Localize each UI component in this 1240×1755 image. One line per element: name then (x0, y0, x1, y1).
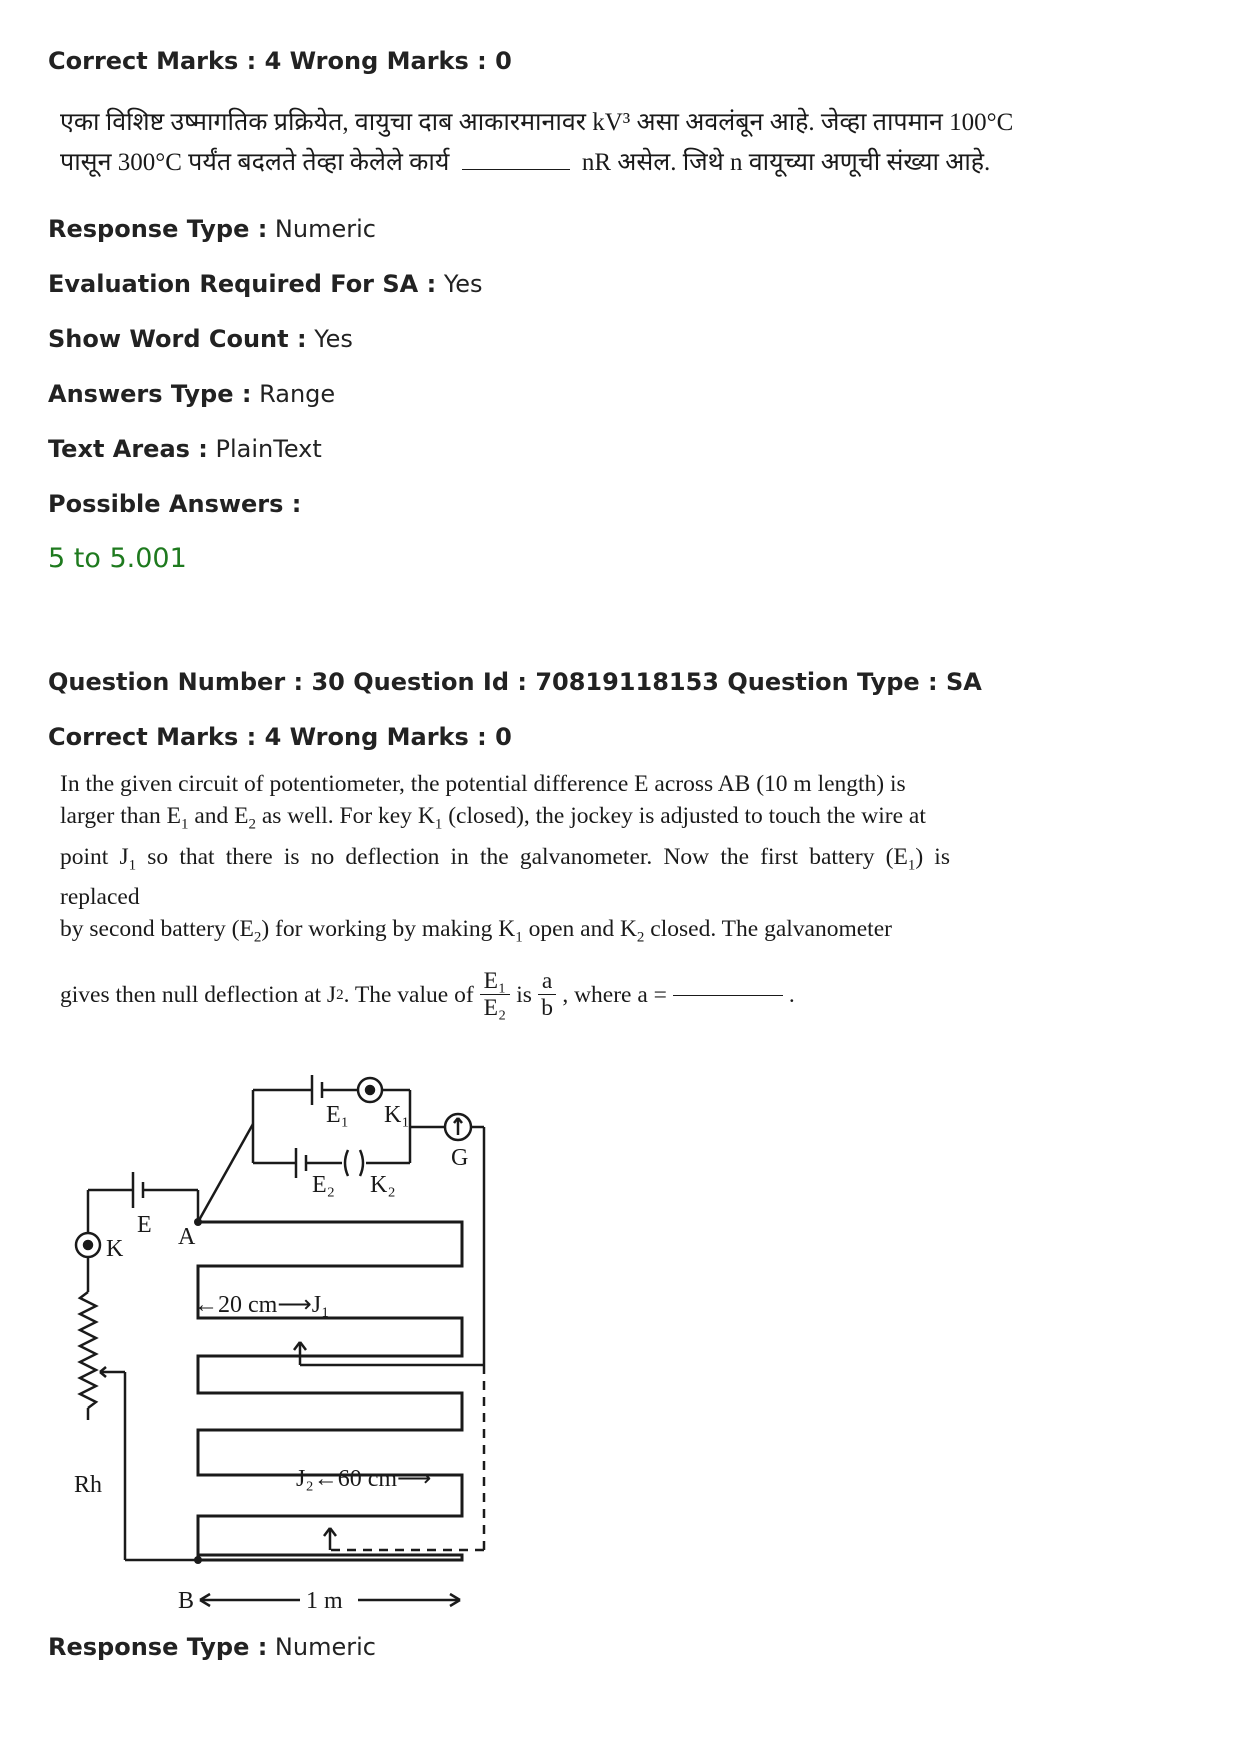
marks-label-q30: Correct Marks : 4 Wrong Marks : 0 (48, 723, 512, 751)
q30-line-4: by second battery $(E_2)$ for working by making $K_1$ open and $K_2$ closed. The galvanometer (60, 916, 892, 947)
label-j2-measure: J₂←60 cm⟶ (296, 1466, 432, 1492)
question-line-1: एका विशिष्ट उष्मागतिक प्रक्रियेत, वायुचा दाब आकारमानावर kV³ असा अवलंबून आहे. जेव्हा तापमान 100°C (60, 109, 1014, 136)
q30-line-2: larger than $E_1$ and $E_2$ as well. For key $K_1$ (closed), the jockey is adjusted to touch the wire at (60, 803, 926, 833)
possible-answer-value: 5 to 5.001 (48, 543, 187, 574)
question-text-q30 (60, 768, 950, 1021)
field-response-type-q30: Response Type : Numeric (48, 1633, 376, 1661)
label-k1: K₁ (384, 1102, 410, 1128)
label-e: E (137, 1212, 152, 1238)
question-line-2a: पासून 300°C पर्यंत बदलते तेव्हा केलेले कार्य (60, 149, 450, 176)
field-text-areas: Text Areas : PlainText (48, 435, 322, 463)
label-a: A (178, 1224, 196, 1250)
q30-line-5: gives then null deflection at J 2 . The value of $\frac{\text{E₁}}{\text{E₂}}$ is $\frac{a}{b}$ , where a = . (60, 968, 795, 1022)
label-k: K (106, 1236, 124, 1262)
marks-label-q29: Correct Marks : 4 Wrong Marks : 0 (48, 47, 512, 75)
field-show-word-count: Show Word Count : Yes (48, 325, 353, 353)
label-e2: E₂ (312, 1172, 336, 1198)
q30-line-1: In the given circuit of potentiometer, the potential difference E across AB (10 m length) is (60, 771, 906, 797)
field-possible-answers: Possible Answers : (48, 490, 302, 518)
q30-line-3: point $J_1$ so that there is no deflection in the galvanometer. Now the first battery $(E_1)$ is replaced (60, 843, 950, 911)
field-evaluation-required: Evaluation Required For SA : Yes (48, 270, 483, 298)
question-text-q29 (60, 103, 1014, 183)
answer-blank-q30 (673, 994, 783, 996)
fraction-a-b: $\frac{a}{b}$ (538, 968, 556, 1021)
answer-blank (462, 168, 570, 170)
field-response-type: Response Type : Numeric (48, 215, 376, 243)
label-b: B (178, 1588, 195, 1614)
label-e1: E₁ (326, 1102, 350, 1128)
label-1m: 1 m (306, 1588, 343, 1614)
question-header-q30: Question Number : 30 Question Id : 70819118153 Question Type : SA (48, 668, 982, 696)
question-line-2b: nR असेल. जिथे n वायूच्या अणूची संख्या आहे. (581, 149, 991, 176)
potentiometer-circuit-diagram (0, 1040, 560, 1620)
label-rh: Rh (74, 1472, 103, 1498)
field-answers-type: Answers Type : Range (48, 380, 336, 408)
label-j1-measure: ←20 cm⟶J₁ (194, 1292, 330, 1318)
label-g: G (451, 1145, 469, 1171)
fraction-e1-e2: $\frac{\text{E₁}}{\text{E₂}}$ (480, 968, 511, 1021)
label-k2: K₂ (370, 1172, 396, 1198)
